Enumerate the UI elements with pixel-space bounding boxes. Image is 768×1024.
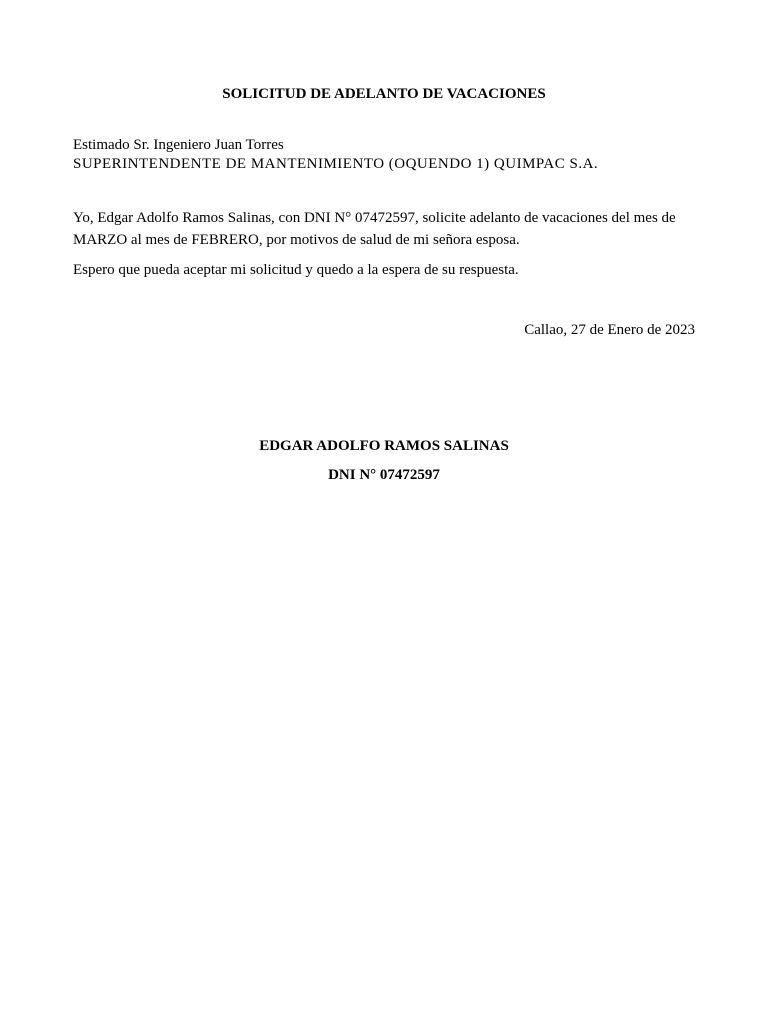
- body-paragraph-closing: Espero que pueda aceptar mi solicitud y quedo a la espera de su respuesta.: [73, 262, 519, 278]
- signature-block: [0, 437, 768, 495]
- letter-date: Callao, 27 de Enero de 2023: [524, 322, 695, 338]
- letter-body: [73, 207, 703, 289]
- signature-name: EDGAR ADOLFO RAMOS SALINAS: [259, 438, 509, 454]
- body-paragraph-request: Yo, Edgar Adolfo Ramos Salinas, con DNI N° 07472597, solicite adelanto de vacaciones del mes de MARZO al mes de FEBRERO, por motivos de salud de mi señora esposa.: [73, 210, 676, 248]
- signature-dni: DNI N° 07472597: [328, 467, 440, 483]
- recipient-block: [73, 136, 598, 174]
- recipient-position: SUPERINTENDENTE DE MANTENIMIENTO (OQUENDO 1) QUIMPAC S.A.: [73, 156, 599, 172]
- recipient-greeting: Estimado Sr. Ingeniero Juan Torres: [73, 137, 284, 153]
- document-title: SOLICITUD DE ADELANTO DE VACACIONES: [222, 86, 546, 102]
